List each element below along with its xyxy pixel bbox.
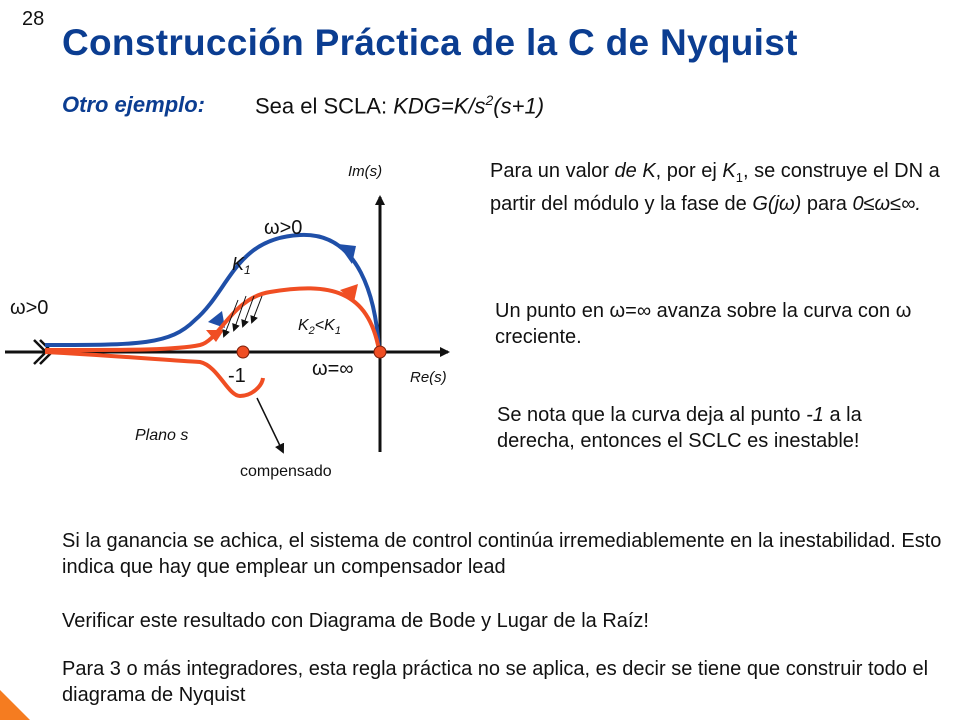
p1-i: para xyxy=(801,193,853,215)
p1-c: , por ej xyxy=(655,160,723,182)
p3-b: -1 xyxy=(806,404,824,426)
page-title: Construcción Práctica de la C de Nyquist xyxy=(62,22,798,63)
corner-accent-shape xyxy=(0,680,40,720)
subtitle-text xyxy=(255,92,544,119)
omega-positive-left-label: ω>0 xyxy=(10,297,49,319)
k2-label: $K_2<K_1$ xyxy=(298,317,341,337)
paragraph-instability xyxy=(497,402,937,454)
compensated-label: compensado xyxy=(240,463,332,480)
im-axis-label: Im(s) xyxy=(348,163,383,180)
p1-j: 0≤ω≤∞. xyxy=(852,193,921,215)
omega-infinity-label: ω=∞ xyxy=(312,358,354,380)
slide-number: 28 xyxy=(22,8,45,30)
shrink-arrow-4 xyxy=(224,300,238,336)
shrink-arrow-3 xyxy=(252,296,262,322)
nyquist-diagram xyxy=(0,150,480,490)
paragraph-point-at-infinity xyxy=(495,298,950,350)
p1-g: ω xyxy=(779,193,795,215)
transfer-function: KDG=K/s xyxy=(393,93,486,119)
p1-a: Para un valor xyxy=(490,160,615,182)
paragraph-gain-reduction: Si la ganancia se achica, el sistema de control continúa irremediablemente en la inestabilidad. Esto indica que hay que emplear un compensador lead xyxy=(62,530,942,578)
paragraph-verify: Verificar este resultado con Diagrama de Bode y Lugar de la Raíz! xyxy=(62,610,649,632)
omega-positive-top-label: ω>0 xyxy=(264,217,303,239)
minus-one-point xyxy=(237,346,249,358)
subtitle-prefix: Sea el SCLA: xyxy=(255,93,394,119)
k1-label: $K_1$ xyxy=(232,254,251,277)
p1-e: , se construye el DN a partir del módulo y la fase de xyxy=(490,160,940,215)
plane-label: Plano s xyxy=(135,427,189,444)
paragraph-construction xyxy=(490,158,945,217)
p2-b: ω=∞ xyxy=(609,300,652,322)
compensated-arrow xyxy=(257,398,283,452)
p2-c: avanza sobre la curva con xyxy=(651,300,896,322)
subtitle-label: Otro ejemplo: xyxy=(62,92,206,117)
p2-a: Un punto en xyxy=(495,300,610,322)
p3-c: a la derecha, entonces el SCLC es inestable! xyxy=(497,404,862,452)
p1-b: de K xyxy=(614,160,656,182)
p2-e: creciente. xyxy=(495,326,582,348)
transfer-function-suffix: (s+1) xyxy=(493,93,545,119)
p1-f: G(j xyxy=(752,193,780,215)
transfer-function-exponent: 2 xyxy=(485,92,494,108)
p1-d-sub: 1 xyxy=(735,170,743,185)
p2-d: ω xyxy=(895,300,912,322)
p1-h: ) xyxy=(794,193,802,215)
p3-a: Se nota que la curva deja al punto xyxy=(497,404,807,426)
origin-point xyxy=(374,346,386,358)
minus-one-label: -1 xyxy=(228,365,246,387)
paragraph-integrators: Para 3 o más integradores, esta regla práctica no se aplica, es decir se tiene que construir todo el diagrama de Nyquist xyxy=(62,658,929,706)
re-axis-label: Re(s) xyxy=(410,369,447,386)
p1-d: K xyxy=(722,160,736,182)
